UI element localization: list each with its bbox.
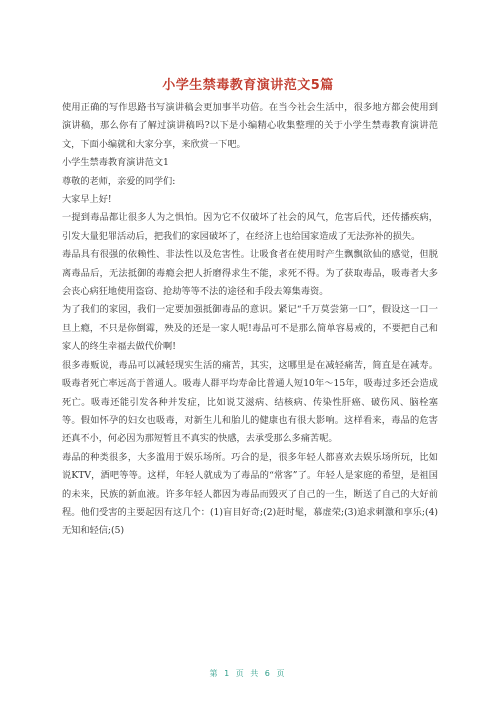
document-title: 小学生禁毒教育演讲范文5篇 bbox=[162, 78, 334, 93]
paragraph-body: 为了我们的家园，我们一定要加强抵御毒品的意识。紧记“千万莫尝第一口”，假设这一口一旦上瘾，不只是你倒霉，殃及的还是一家人呢!毒品可不是那么简单容易戒的，不要把自己和家人的终生幸福去做代价啊! bbox=[62, 304, 438, 353]
document-body bbox=[62, 99, 438, 541]
paragraph-body: 一提到毒品都让很多人为之惧怕。因为它不仅破坏了社会的风气，危害后代，还传播疾病，引发大量犯罪活动后，把我们的家园破坏了，在经济上也给国家造成了无法弥补的损失。 bbox=[62, 212, 438, 242]
paragraph-body: 毒品的种类很多，大多滥用于娱乐场所。巧合的是，很多年轻人都喜欢去娱乐场所玩，比如说KTV，酒吧等等。这样，年轻人就成为了毒品的“常客”了。年轻人是家庭的希望，是祖国的未来，民族的新血液。许多年轻人都因为毒品而毁灭了自己的一生，断送了自己的大好前程。他们受害的主要起因有这几个：(1)盲目好奇;(2)赶时髦，慕虚荣;(3)追求刺激和享乐;(4)无知和轻信;(5) bbox=[62, 451, 438, 537]
paragraph-speech-heading: 小学生禁毒教育演讲范文1 bbox=[62, 157, 169, 169]
paragraph-body: 毒品具有很强的依赖性、非法性以及危害性。让吸食者在使用时产生飘飘欲仙的感觉，但脱离毒品后，无法抵御的毒瘾会把人折磨得求生不能，求死不得。为了获取毒品，吸毒者大多会丧心病狂地使用盗窃、抢劫等等不法的途径和手段去筹集毒资。 bbox=[62, 249, 438, 298]
page-number-footer: 第 1 页 共 6 页 bbox=[209, 669, 287, 678]
paragraph-intro: 使用正确的写作思路书写演讲稿会更加事半功倍。在当今社会生活中，很多地方都会使用到演讲稿，那么你有了解过演讲稿吗?以下是小编精心收集整理的关于小学生禁毒教育演讲范文，下面小编就和大家分享，来欣赏一下吧。 bbox=[62, 102, 438, 150]
paragraph-greeting: 大家早上好! bbox=[62, 194, 112, 206]
paragraph-salutation: 尊敬的老师，亲爱的同学们: bbox=[62, 175, 176, 187]
paragraph-body: 很多毒贩说，毒品可以减轻现实生活的痛苦，其实，这哪里是在减轻痛苦，简直是在减寿。吸毒者死亡率远高于普通人。吸毒人群平均寿命比普通人短10年～15年，吸毒过多还会造成死亡。吸毒还能引发各种并发症，比如说艾滋病、结核病、传染性肝癌、破伤风、脑栓塞等。假如怀孕的妇女也吸毒，对新生儿和胎儿的健康也有很大影响。这样看来，毒品的危害还真不小，何必因为那短暂且不真实的快感，去承受那么多痛苦呢。 bbox=[62, 359, 438, 445]
